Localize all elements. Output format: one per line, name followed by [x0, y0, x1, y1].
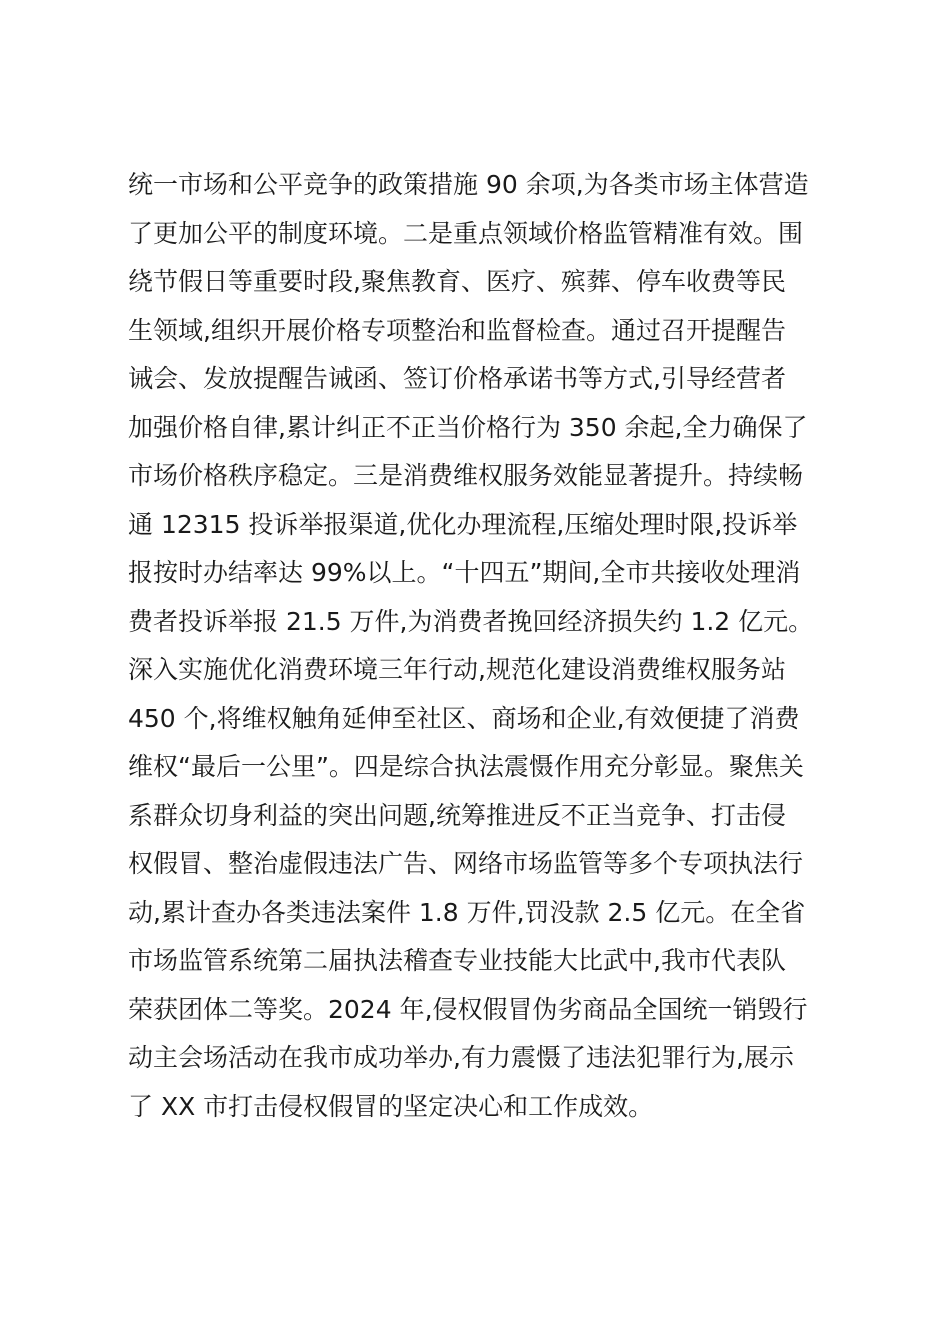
text-line: 荣获团体二等奖。2024 年,侵权假冒伪劣商品全国统一销毁行 [128, 994, 808, 1024]
body-paragraph [128, 161, 828, 1131]
text-line: 维权“最后一公里”。四是综合执法震慑作用充分彰显。聚焦关 [128, 752, 804, 781]
text-line: 市场价格秩序稳定。三是消费维权服务效能显著提升。持续畅 [128, 461, 804, 490]
text-line: 动主会场活动在我市成功举办,有力震慑了违法犯罪行为,展示 [128, 1043, 794, 1072]
text-line: 了更加公平的制度环境。二是重点领域价格监管精准有效。围 [128, 218, 804, 248]
text-line: 费者投诉举报 21.5 万件,为消费者挽回经济损失约 1.2 亿元。 [128, 606, 814, 636]
text-line: 深入实施优化消费环境三年行动,规范化建设消费维权服务站 [128, 655, 786, 684]
text-line: 了 XX 市打击侵权假冒的坚定决心和工作成效。 [128, 1091, 654, 1121]
text-line: 报按时办结率达 99%以上。“十四五”期间,全市共接收处理消 [128, 558, 801, 587]
text-line: 生领域,组织开展价格专项整治和监督检查。通过召开提醒告 [128, 315, 786, 345]
text-line: 绕节假日等重要时段,聚焦教育、医疗、殡葬、停车收费等民 [128, 267, 786, 296]
text-line: 统一市场和公平竞争的政策措施 90 余项,为各类市场主体营造 [128, 170, 809, 199]
text-line: 市场监管系统第二届执法稽查专业技能大比武中,我市代表队 [128, 946, 786, 975]
text-line: 通 12315 投诉举报渠道,优化办理流程,压缩处理时限,投诉举 [128, 509, 798, 539]
text-line: 诫会、发放提醒告诫函、签订价格承诺书等方式,引导经营者 [128, 364, 786, 393]
text-line: 450 个,将维权触角延伸至社区、商场和企业,有效便捷了消费 [128, 703, 800, 733]
text-line: 权假冒、整治虚假违法广告、网络市场监管等多个专项执法行 [128, 849, 804, 878]
text-line: 动,累计查办各类违法案件 1.8 万件,罚没款 2.5 亿元。在全省 [128, 897, 806, 927]
text-line: 系群众切身利益的突出问题,统筹推进反不正当竞争、打击侵 [128, 800, 786, 830]
text-line: 加强价格自律,累计纠正不正当价格行为 350 余起,全力确保了 [128, 412, 808, 442]
